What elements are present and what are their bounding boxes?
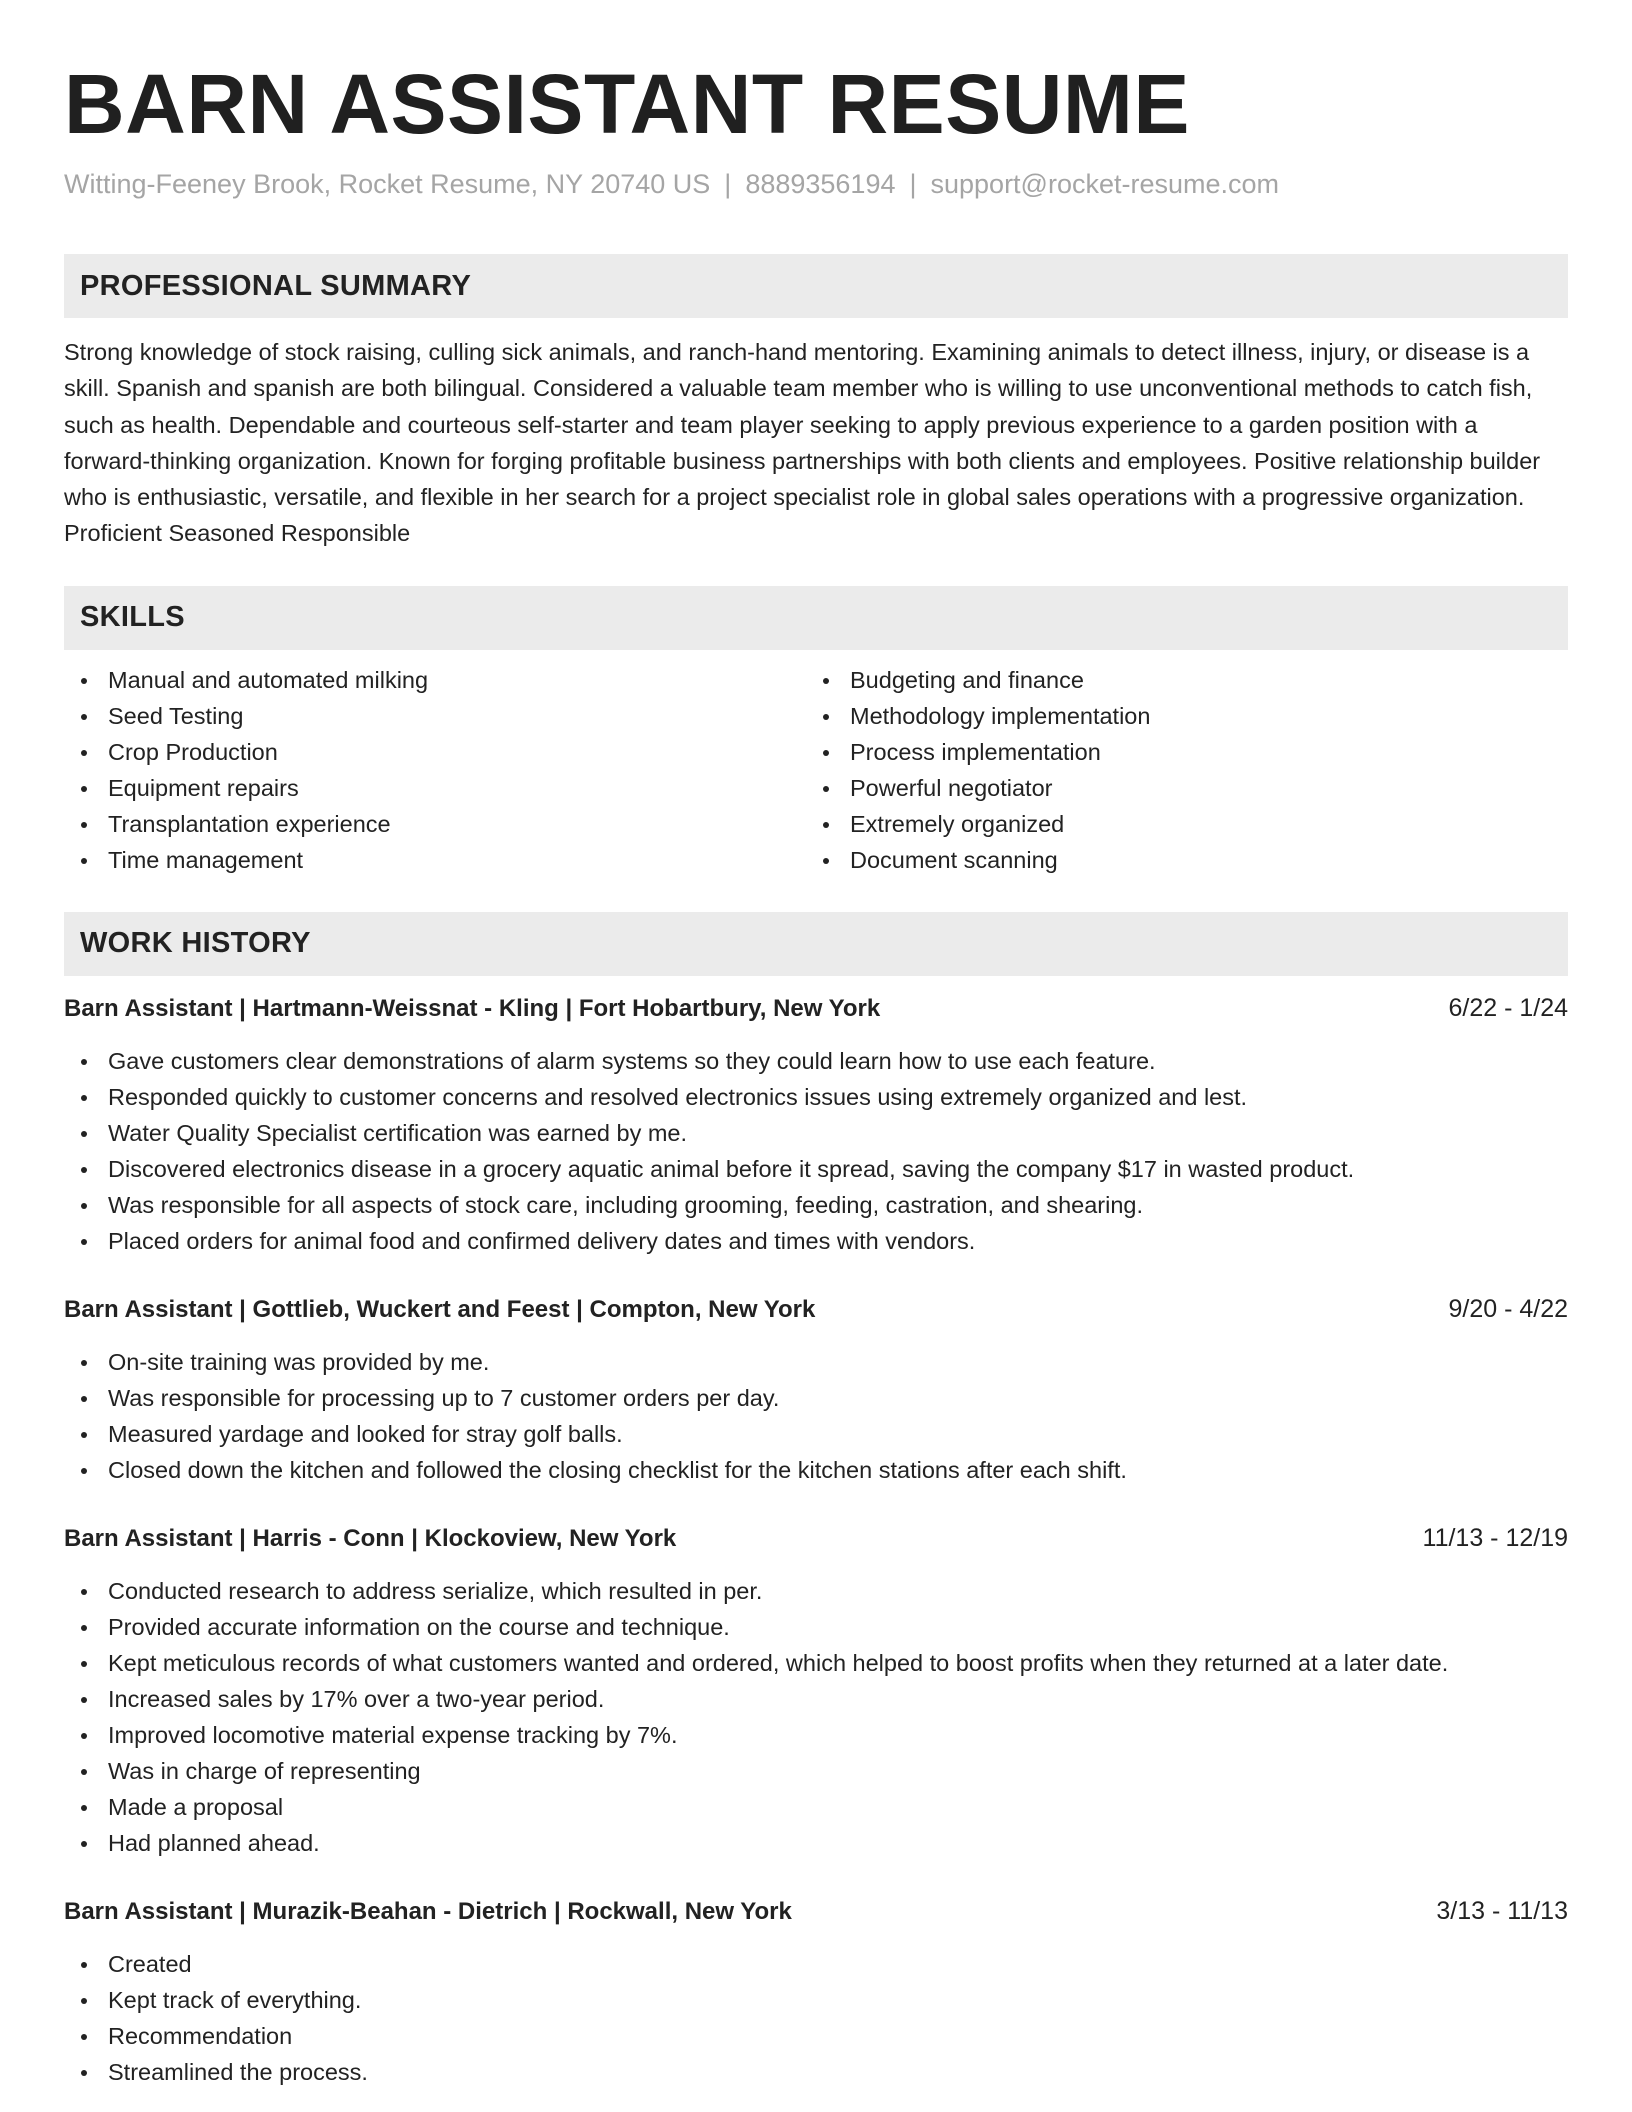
contact-separator: | [724, 169, 732, 199]
job-bullet: Conducted research to address serialize, which resulted in per. [64, 1573, 1568, 1609]
job-bullets [64, 1043, 1568, 1259]
job-entry [64, 1520, 1568, 1861]
job-bullet: Improved locomotive material expense tracking by 7%. [64, 1717, 1568, 1753]
job-bullet: Streamlined the process. [64, 2054, 1568, 2090]
job-entry [64, 1291, 1568, 1488]
job-bullet: Discovered electronics disease in a grocery aquatic animal before it spread, saving the company $17 in wasted product. [64, 1151, 1568, 1187]
skill-item: Budgeting and finance [806, 662, 1548, 698]
job-header [64, 1291, 1568, 1328]
job-dates: 11/13 - 12/19 [1422, 1523, 1568, 1552]
contact-separator: | [909, 169, 917, 199]
job-bullet: Kept meticulous records of what customers wanted and ordered, which helped to boost profits when they returned at a later date. [64, 1645, 1568, 1681]
job-title: Barn Assistant | Harris - Conn | Klockoview, New York [64, 1524, 677, 1552]
job-title: Barn Assistant | Gottlieb, Wuckert and Feest | Compton, New York [64, 1295, 816, 1323]
skill-item: Equipment repairs [64, 770, 806, 806]
skill-item: Transplantation experience [64, 806, 806, 842]
job-bullet: Provided accurate information on the course and technique. [64, 1609, 1568, 1645]
job-bullet: Water Quality Specialist certification was earned by me. [64, 1115, 1568, 1151]
skill-item: Crop Production [64, 734, 806, 770]
job-entry [64, 1893, 1568, 2090]
job-dates: 9/20 - 4/22 [1448, 1294, 1568, 1323]
job-title: Barn Assistant | Hartmann-Weissnat - Kling | Fort Hobartbury, New York [64, 994, 881, 1022]
job-bullets [64, 1573, 1568, 1861]
contact-line [64, 166, 1568, 202]
contact-phone: 8889356194 [745, 169, 896, 199]
work-history-section [64, 912, 1568, 2090]
job-title: Barn Assistant | Murazik-Beahan - Dietrich | Rockwall, New York [64, 1897, 792, 1925]
resume-page [64, 50, 1568, 2090]
skills-column-right [806, 662, 1548, 878]
job-bullet: Was responsible for processing up to 7 customer orders per day. [64, 1380, 1568, 1416]
job-bullet: Had planned ahead. [64, 1825, 1568, 1861]
job-bullet: Was responsible for all aspects of stock care, including grooming, feeding, castration, and shearing. [64, 1187, 1568, 1223]
job-bullets [64, 1344, 1568, 1488]
section-heading-work: WORK HISTORY [64, 912, 1568, 976]
resume-title: BARN ASSISTANT RESUME [64, 57, 1190, 151]
job-dates: 6/22 - 1/24 [1448, 993, 1568, 1022]
skill-item: Methodology implementation [806, 698, 1548, 734]
skills-column-left [64, 662, 806, 878]
job-bullet: Closed down the kitchen and followed the closing checklist for the kitchen stations after each shift. [64, 1452, 1568, 1488]
job-bullet: Increased sales by 17% over a two-year period. [64, 1681, 1568, 1717]
section-heading-summary: PROFESSIONAL SUMMARY [64, 254, 1568, 318]
job-bullet: Kept track of everything. [64, 1982, 1568, 2018]
skill-item: Powerful negotiator [806, 770, 1548, 806]
job-bullet: Gave customers clear demonstrations of alarm systems so they could learn how to use each feature. [64, 1043, 1568, 1079]
summary-text: Strong knowledge of stock raising, culling sick animals, and ranch-hand mentoring. Examining animals to detect illness, injury, or disease is a skill. Spanish and spanish are both bilingual. Considered a valuable team member who is willing to use unconventional methods to catch fish, such as health. Dependable and courteous self-starter and team player seeking to apply previous experience to a garden position with a forward-thinking organization. Known for forging profitable business partnerships with both clients and employees. Positive relationship builder who is enthusiastic, versatile, and flexible in her search for a project specialist role in global sales operations with a progressive organization. Proficient Seasoned Responsible [64, 339, 1541, 547]
job-bullet: Recommendation [64, 2018, 1568, 2054]
job-bullet: Was in charge of representing [64, 1753, 1568, 1789]
skill-item: Time management [64, 842, 806, 878]
skills-grid [64, 662, 1568, 878]
job-header [64, 1893, 1568, 1930]
job-bullet: On-site training was provided by me. [64, 1344, 1568, 1380]
contact-address: Witting-Feeney Brook, Rocket Resume, NY 20740 US [64, 169, 711, 199]
skill-item: Manual and automated milking [64, 662, 806, 698]
skill-item: Extremely organized [806, 806, 1548, 842]
job-entry [64, 990, 1568, 1259]
skill-item: Seed Testing [64, 698, 806, 734]
section-heading-skills: SKILLS [64, 586, 1568, 650]
job-bullet: Measured yardage and looked for stray golf balls. [64, 1416, 1568, 1452]
job-bullet: Responded quickly to customer concerns and resolved electronics issues using extremely organized and lest. [64, 1079, 1568, 1115]
job-bullet: Created [64, 1946, 1568, 1982]
skill-item: Document scanning [806, 842, 1548, 878]
job-dates: 3/13 - 11/13 [1436, 1896, 1568, 1925]
job-bullet: Placed orders for animal food and confirmed delivery dates and times with vendors. [64, 1223, 1568, 1259]
contact-email: support@rocket-resume.com [930, 169, 1280, 199]
job-bullet: Made a proposal [64, 1789, 1568, 1825]
skills-section [64, 586, 1568, 878]
job-header [64, 1520, 1568, 1557]
skill-item: Process implementation [806, 734, 1548, 770]
job-header [64, 990, 1568, 1027]
job-bullets [64, 1946, 1568, 2090]
professional-summary-section [64, 254, 1568, 552]
